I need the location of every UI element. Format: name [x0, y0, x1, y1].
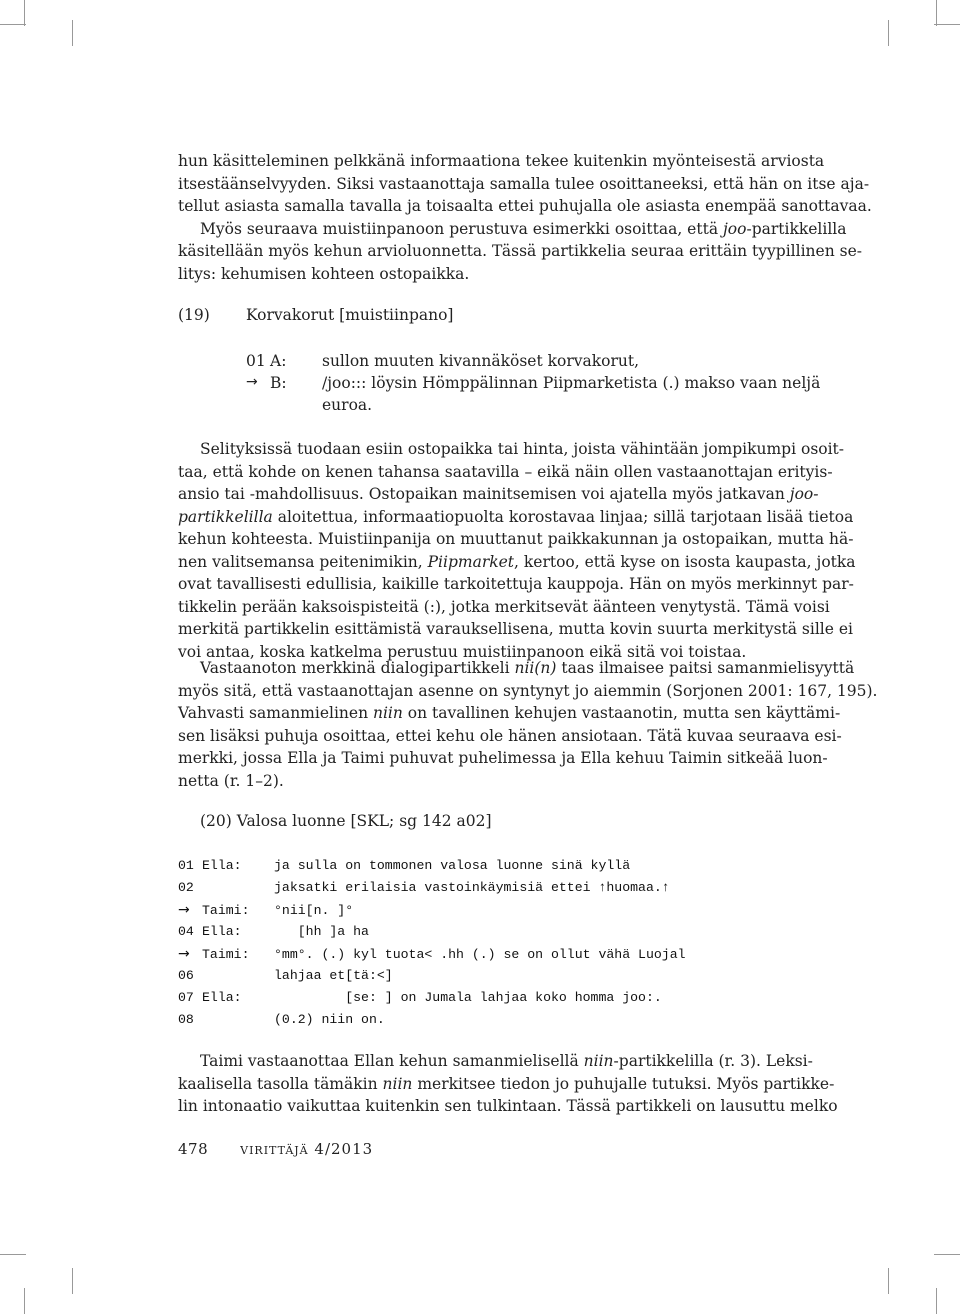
utterance: [hh ]a ha — [274, 924, 369, 939]
arrow-icon: → — [246, 374, 258, 390]
transcript-line — [178, 880, 670, 895]
transcript-line — [178, 902, 353, 918]
transcript-line — [178, 946, 686, 962]
text-line: partikkelilla aloitettua, informaatiopuolta korostavaa linjaa; sillä tarjotaan lisää tietoa — [178, 507, 854, 526]
page-footer — [178, 1140, 373, 1158]
text-line: litys: kehumisen kohteen ostopaikka. — [178, 264, 470, 283]
text-line: Selityksissä tuodaan esiin ostopaikka tai hinta, joista vähintään jompikumpi osoit- — [200, 440, 845, 458]
text-line: Myös seuraava muistiinpanoon perustuva esimerkki osoittaa, että joo-partikkelilla — [200, 219, 847, 238]
crop-mark — [888, 20, 889, 46]
text-line: merkki, jossa Ella ja Taimi puhuvat puhelimessa ja Ella kehuu Taimin sitkeää luon- — [178, 749, 828, 767]
text-line: tellut asiasta samalla tavalla ja toisaalta ettei puhujalla ole asiasta enempää sanottavaa. — [178, 197, 872, 215]
paragraph-3 — [178, 657, 878, 792]
text-line: kehun kohteesta. Muistiinpanija on muuttanut paikkakunnan ja ostopaikan, mutta hä- — [178, 530, 854, 548]
transcript-line — [178, 1012, 385, 1027]
text-line: voi antaa, koska katkelma perustuu muistiinpanoon eikä sitä voi toistaa. — [178, 642, 747, 661]
transcript-line — [178, 924, 369, 939]
crop-mark — [0, 1254, 26, 1255]
transcript-line — [178, 990, 662, 1005]
page-number: 478 — [178, 1140, 209, 1158]
crop-mark — [24, 0, 25, 26]
text-line: netta (r. 1–2). — [178, 771, 284, 790]
crop-mark — [936, 0, 937, 26]
text-line: taa, että kohde on kenen tahansa saatavilla – eikä näin ollen vastaanottajan erityis- — [178, 462, 833, 481]
utterance: ja sulla on tommonen valosa luonne sinä kyllä — [274, 858, 631, 873]
crop-mark — [934, 1254, 960, 1255]
transcript-line — [178, 968, 393, 983]
utterance: (0.2) niin on. — [274, 1012, 385, 1027]
text-line: itsestäänselvyyden. Siksi vastaanottaja samalla tulee osoittaneeksi, että hän on itse aja- — [178, 174, 870, 193]
utterance: °mm°. (.) kyl tuota< .hh (.) se on ollut vähä Luojal — [274, 947, 686, 962]
text-line: tikkelin perään kaksoispisteitä (:), jotka merkitsevät äänteen venytystä. Tämä voisi — [178, 597, 830, 616]
utterance: jaksatki erilaisia vastoinkäymisiä ettei ↑huomaa.↑ — [274, 880, 670, 895]
example-19-row-speaker: A: — [270, 352, 287, 370]
example-19-label — [178, 306, 210, 324]
transcript-line — [178, 858, 630, 873]
crop-mark — [72, 1268, 73, 1294]
text-line: myös sitä, että vastaanottajan asenne on syntynyt jo aiemmin (Sorjonen 2001: 167, 195). — [178, 681, 878, 700]
utterance: [se: ] on Jumala lahjaa koko homma joo:. — [274, 990, 662, 1005]
text-line: merkitä partikkelin esittämistä varauksellisena, mutta kovin suurta merkitystä sille ei — [178, 620, 853, 638]
text-line: ovat tavallisesti edullisia, kaikille tarkoitettuja kauppoja. Hän on myös merkinnyt par- — [178, 575, 854, 593]
speaker: Taimi: — [202, 903, 250, 918]
example-19-title: Korvakorut [muistiinpano] — [246, 306, 454, 324]
text-line: kaalisella tasolla tämäkin niin merkitsee tiedon jo puhujalle tutuksi. Myös partikke- — [178, 1074, 835, 1093]
arrow-icon: → — [178, 946, 190, 962]
crop-mark — [72, 20, 73, 46]
text-line: lin intonaatio vaikuttaa kuitenkin sen tulkintaan. Tässä partikkeli on lausuttu melko — [178, 1097, 838, 1115]
text-line: sen lisäksi puhuja osoittaa, ettei kehu ole hänen ansiotaan. Tätä kuvaa seuraava esi- — [178, 726, 842, 745]
text-line: Taimi vastaanottaa Ellan kehun samanmielisellä niin-partikkelilla (r. 3). Leksi- — [200, 1052, 813, 1070]
example-19-row-text: euroa. — [322, 396, 373, 414]
text-line: Vahvasti samanmielinen niin on tavallinen kehujen vastaanotin, mutta sen käyttämi- — [178, 704, 841, 722]
crop-mark — [934, 24, 960, 25]
crop-mark — [888, 1268, 889, 1294]
line-number: 08 — [178, 1012, 194, 1027]
crop-mark — [936, 1288, 937, 1314]
line-number: 01 — [178, 858, 194, 873]
example-19-row-num: 01 — [246, 352, 266, 370]
speaker: Ella: — [202, 924, 242, 939]
text-line: käsitellään myös kehun arvioluonnetta. Tässä partikkelia seuraa erittäin tyypillinen se- — [178, 242, 862, 260]
paragraph-1 — [178, 150, 872, 285]
speaker: Ella: — [202, 990, 242, 1005]
line-number: 07 — [178, 990, 194, 1005]
speaker: Taimi: — [202, 947, 250, 962]
arrow-icon: → — [178, 902, 190, 918]
journal-name: virittäjä 4/2013 — [240, 1140, 374, 1158]
text-line: hun käsitteleminen pelkkänä informaationa tekee kuitenkin myönteisestä arviosta — [178, 152, 825, 170]
line-number: 06 — [178, 968, 194, 983]
example-number: (19) — [178, 306, 210, 324]
paragraph-4 — [178, 1050, 838, 1118]
speaker: Ella: — [202, 858, 242, 873]
example-20-title: (20) Valosa luonne [SKL; sg 142 a02] — [200, 812, 492, 830]
utterance: lahjaa et[tä:<] — [274, 968, 393, 983]
text-line: Vastaanoton merkkinä dialogipartikkeli nii(n) taas ilmaisee paitsi samanmielisyyttä — [200, 659, 855, 677]
text-line: ansio tai -mahdollisuus. Ostopaikan mainitsemisen voi ajatella myös jatkavan joo- — [178, 485, 819, 503]
text-line: nen valitsemansa peitenimikin, Piipmarket, kertoo, että kyse on isosta kaupasta, jotka — [178, 552, 856, 571]
paragraph-2 — [178, 438, 856, 663]
utterance: °nii[n. ]° — [274, 903, 354, 918]
example-19-row-speaker: B: — [270, 374, 287, 392]
crop-mark — [0, 24, 26, 25]
example-19-row-text: sullon muuten kivannäköset korvakorut, — [322, 352, 640, 370]
line-number: 04 — [178, 924, 194, 939]
example-19-row-text: /joo::: löysin Hömppälinnan Piipmarketista (.) makso vaan neljä — [322, 374, 821, 392]
crop-mark — [24, 1288, 25, 1314]
line-number: 02 — [178, 880, 194, 895]
